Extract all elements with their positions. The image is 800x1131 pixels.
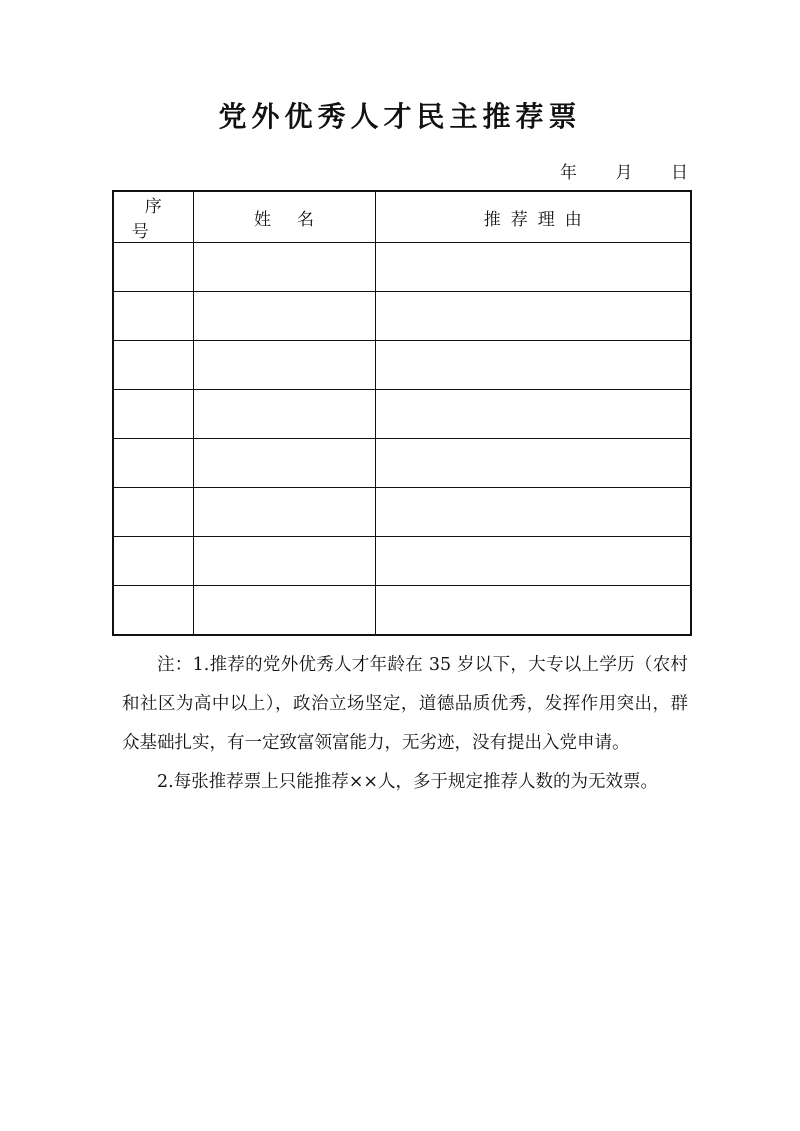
header-name: 姓名: [193, 191, 375, 243]
recommendation-table: [112, 190, 692, 636]
cell-name[interactable]: [193, 390, 375, 439]
cell-reason[interactable]: [375, 439, 691, 488]
note-1: 注：1.推荐的党外优秀人才年龄在 35 岁以下，大专以上学历（农村和社区为高中以上），政治立场坚定，道德品质优秀，发挥作用突出，群众基础扎实，有一定致富领富能力，无劣迹，没有提出入党申请。: [122, 655, 688, 753]
cell-reason[interactable]: [375, 243, 691, 292]
cell-reason[interactable]: [375, 488, 691, 537]
table-row: [113, 341, 691, 390]
cell-name[interactable]: [193, 586, 375, 636]
cell-seq[interactable]: [113, 243, 193, 292]
cell-seq[interactable]: [113, 390, 193, 439]
table-row: [113, 439, 691, 488]
notes-section: [122, 646, 688, 802]
cell-name[interactable]: [193, 243, 375, 292]
page-title: 党外优秀人才民主推荐票: [218, 100, 582, 133]
cell-name[interactable]: [193, 439, 375, 488]
cell-reason[interactable]: [375, 586, 691, 636]
date-year-label: 年: [560, 163, 577, 183]
cell-reason[interactable]: [375, 537, 691, 586]
cell-name[interactable]: [193, 292, 375, 341]
cell-seq[interactable]: [113, 439, 193, 488]
table-row: [113, 488, 691, 537]
cell-reason[interactable]: [375, 390, 691, 439]
table-row: [113, 586, 691, 636]
table-header-row: [113, 191, 691, 243]
cell-seq[interactable]: [113, 341, 193, 390]
cell-name[interactable]: [193, 537, 375, 586]
date-line: [560, 158, 688, 183]
cell-seq[interactable]: [113, 488, 193, 537]
cell-reason[interactable]: [375, 292, 691, 341]
cell-name[interactable]: [193, 341, 375, 390]
date-month-label: 月: [615, 163, 633, 183]
cell-reason[interactable]: [375, 341, 691, 390]
cell-seq[interactable]: [113, 537, 193, 586]
table-row: [113, 292, 691, 341]
table-row: [113, 243, 691, 292]
cell-seq[interactable]: [113, 586, 193, 636]
note-2: 2.每张推荐票上只能推荐××人，多于规定推荐人数的为无效票。: [157, 772, 659, 792]
date-day-label: 日: [671, 163, 688, 183]
table-row: [113, 537, 691, 586]
cell-seq[interactable]: [113, 292, 193, 341]
header-seq: 序号: [113, 191, 193, 243]
table-row: [113, 390, 691, 439]
header-reason: 推荐理由: [375, 191, 691, 243]
cell-name[interactable]: [193, 488, 375, 537]
